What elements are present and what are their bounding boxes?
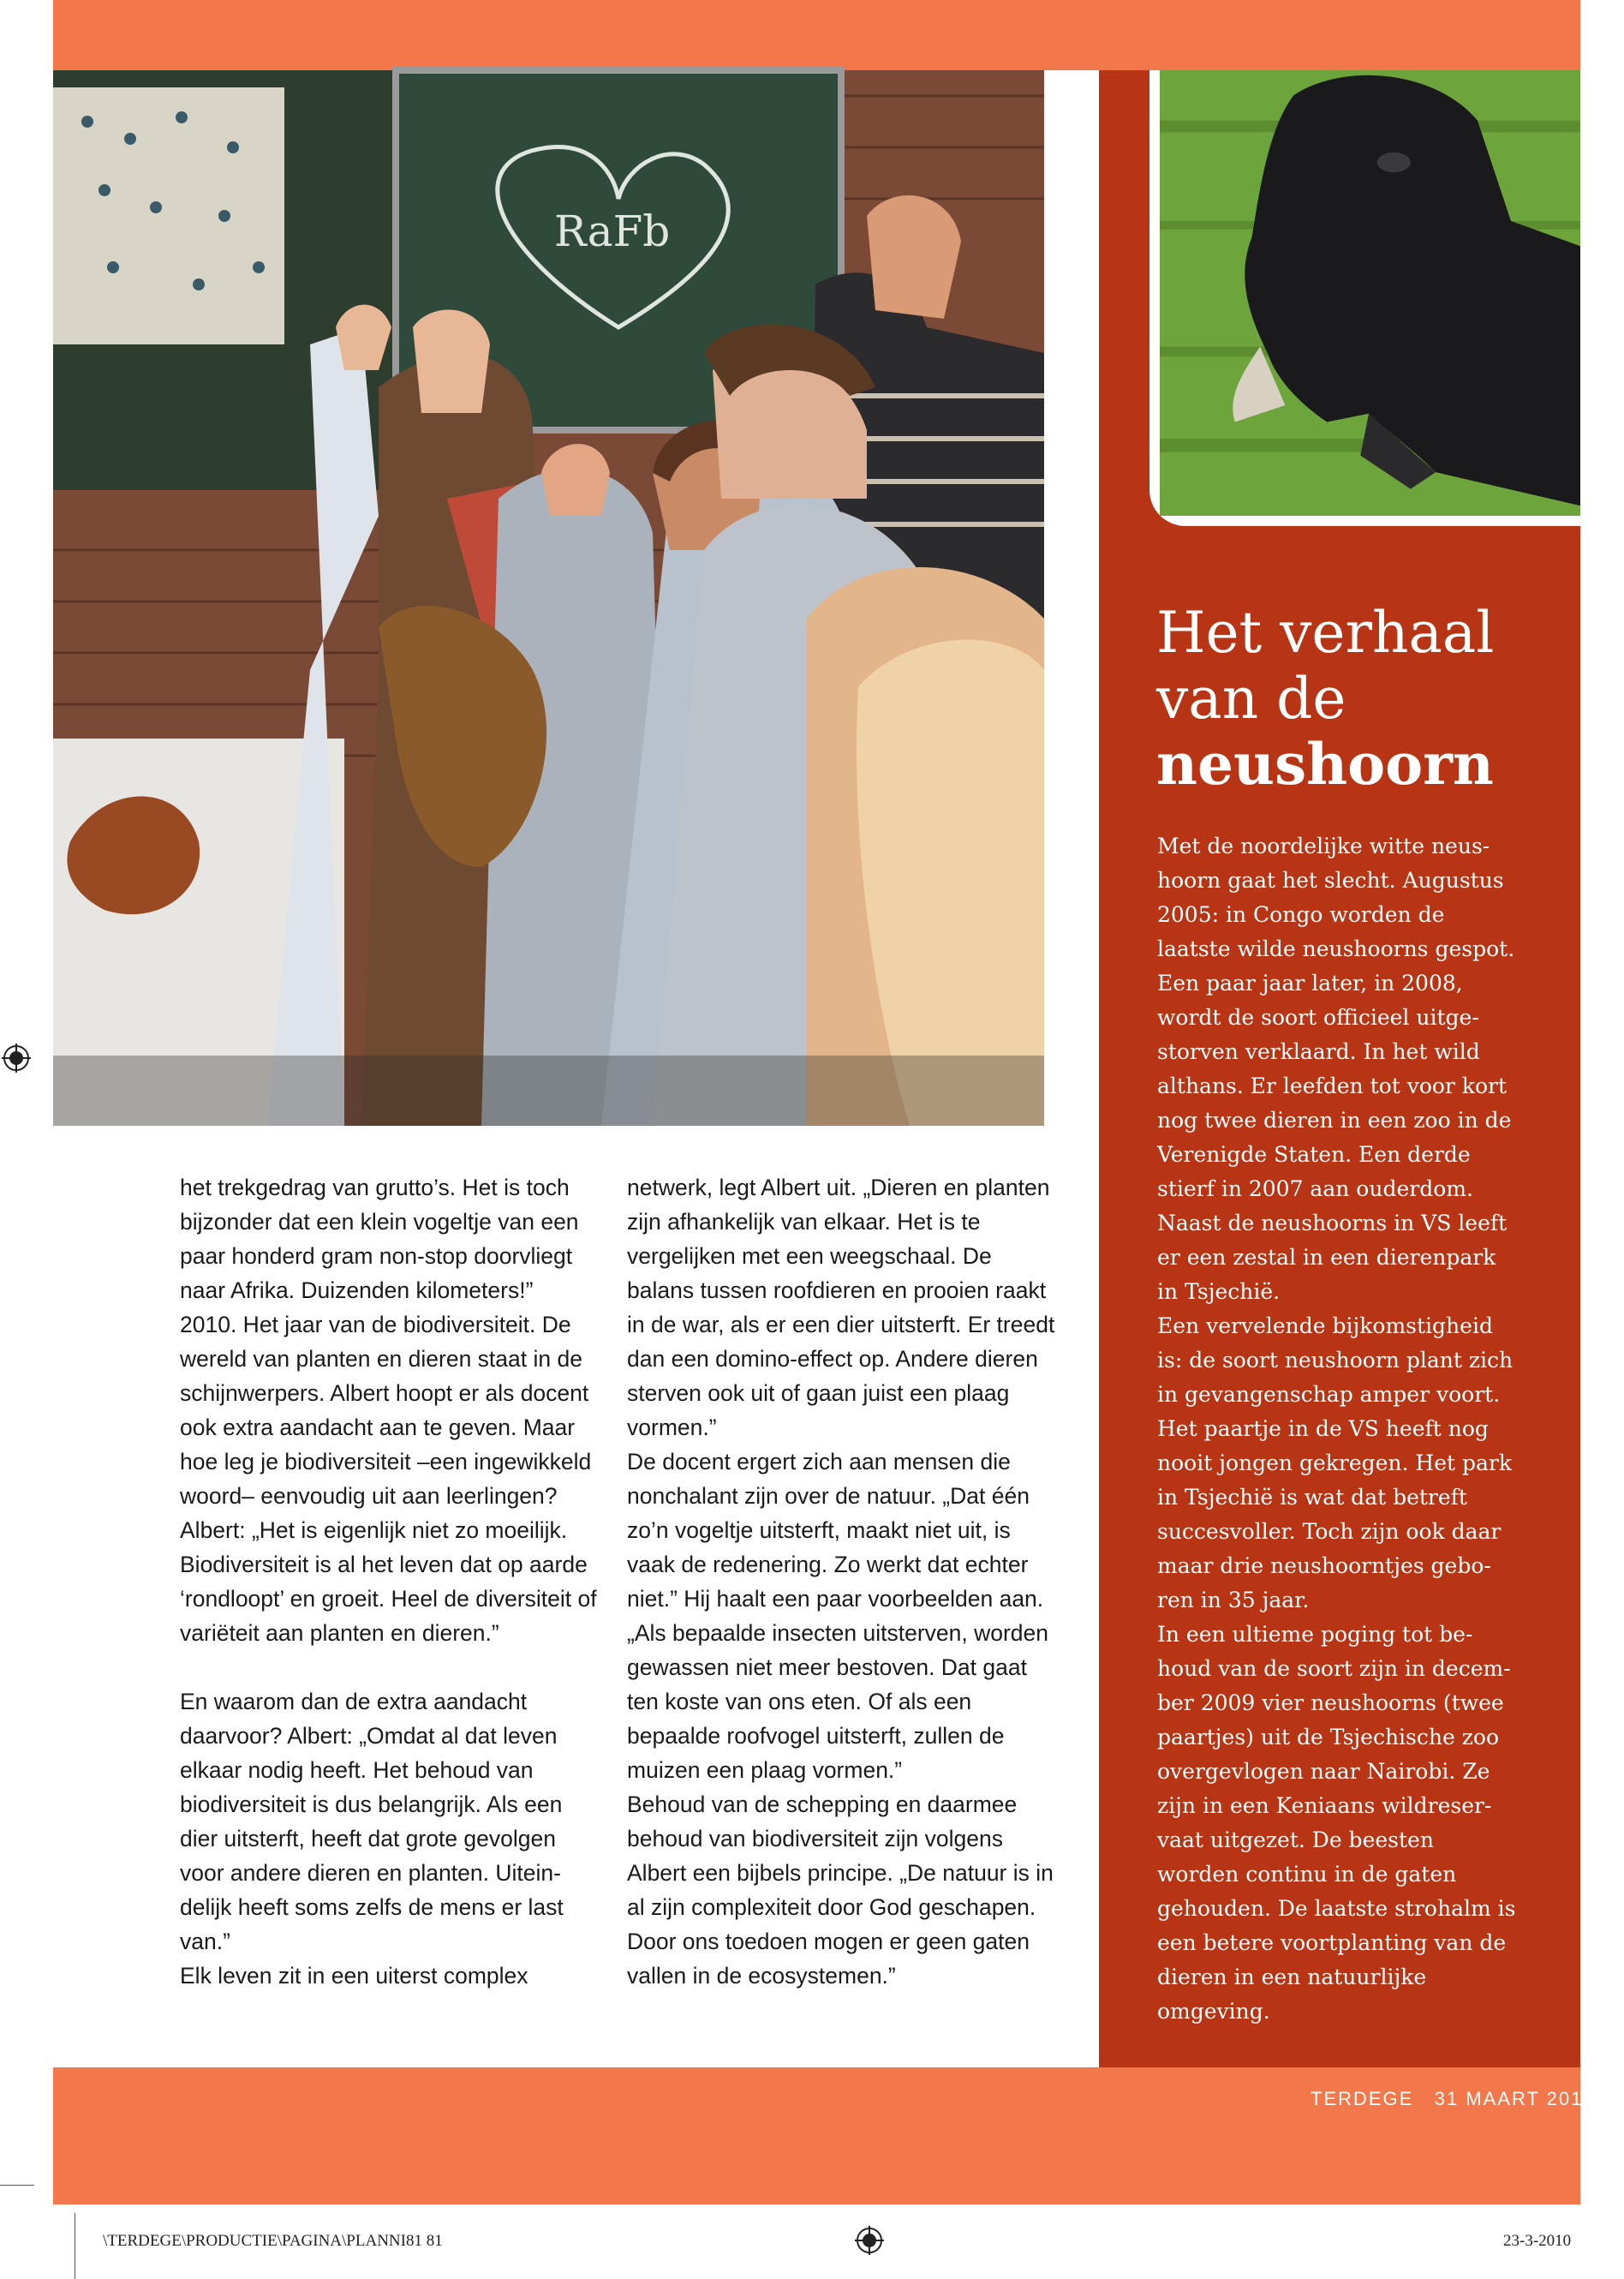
page-footer (1311, 2087, 1624, 2111)
magazine-name: TERDEGE (1311, 2088, 1414, 2109)
article-column-2 (627, 1170, 1055, 1993)
article-paragraph: Elk leven zit in een uiterst complex (180, 1963, 528, 1989)
sidebar-paragraph: Met de noordelijke witte neushoorn gaat het slecht. Augustus 2005: in Congo worden de laatste wilde neushoorns gespot. Een paar jaar later, in 2008, wordt de soort officieel uitgestorven verklaard. In het wild althans. Er leefden tot voor kort nog twee dieren in een zoo in de Verenigde Staten. Een derde stierf in 2007 aan ouderdom. Naast de neushoorns in VS leeft er een zestal in een dierenpark in Tsjechië. (1157, 834, 1515, 1304)
sidebar-paragraph: In een ultieme poging tot behoud van de soort zijn in december 2009 vier neushoorns (twee paartjes) uit de Tsjechische zoo overgevlogen naar Nairobi. Ze zijn in een Keniaans wildreservaat uitgezet. De beesten worden continu in de gaten gehouden. De laatste strohalm is een betere voortplanting van de dieren in een natuurlijke omgeving. (1157, 1622, 1516, 2024)
headline-line-2: van de (1156, 666, 1346, 732)
sidebar-body (1157, 829, 1517, 2029)
article-column-1 (180, 1170, 600, 1993)
rhino-photo (1149, 70, 1580, 526)
crop-mark (0, 2185, 34, 2186)
chalk-writing: RaFb (554, 206, 671, 256)
article-paragraph: 2010. Het jaar van de biodiversiteit. De wereld van planten en dieren staat in de schijnwerpers. Albert hoopt er als docent ook extra aandacht aan te geven. Maar hoe leg je biodiversiteit –een ingewikkeld woord– eenvoudig uit aan leerlingen? Albert: „Het is eigenlijk niet zo moeilijk. Biodiversiteit is al het leven dat op aarde ‘rondloopt’ en groeit. Heel de diversiteit of variëteit aan planten en dieren.” (180, 1312, 597, 1646)
article-paragraph: Behoud van de schepping en daarmee behoud van biodiversiteit zijn volgens Albert een bijbels principe. „De natuur is in al zijn complexiteit door God geschapen. Door ons toedoen mogen er geen gaten vallen in de ecosystemen.” (627, 1791, 1054, 1989)
article-paragraph: het trekgedrag van grutto’s. Het is toch bijzonder dat een klein vogeltje van een paar honderd gram non-stop doorvliegt naar Afrika. Duizenden kilometers!” (180, 1175, 579, 1303)
print-slug-date: 23-3-2010 (1503, 2232, 1572, 2250)
page-number: 8 (1610, 2087, 1624, 2110)
headline-line-3: neushoorn (1156, 731, 1494, 798)
headline-line-1: Het verhaal (1156, 600, 1495, 666)
article-paragraph: netwerk, legt Albert uit. „Dieren en planten zijn afhankelijk van elkaar. Het is te vergelijken met een weegschaal. De balans tussen roofdieren en prooien raakt in de war, als er een dier uitsterft. Er treedt dan een domino-effect op. Andere dieren sterven ook uit of gaan juist een plaag vormen.” (627, 1175, 1055, 1440)
sidebar-paragraph: Een vervelende bijkomstigheid is: de soort neushoorn plant zich in gevangenschap amper voort. Het paartje in de VS heeft nog nooit jongen gekregen. Het park in Tsjechië is wat dat betreft succesvoller. Toch zijn ook daar maar drie neushoorntjes geboren in 35 jaar. (1157, 1313, 1514, 1612)
top-color-band (53, 0, 1580, 70)
print-slug-path: \TERDEGE\PRODUCTIE\PAGINA\PLANNI81 81 (103, 2232, 443, 2250)
classroom-photo (53, 70, 1044, 1126)
registration-mark-icon (855, 2226, 884, 2255)
registration-mark-icon (2, 1044, 31, 1073)
sidebar-headline (1156, 600, 1559, 798)
article-paragraph: De docent ergert zich aan mensen die nonchalant zijn over de natuur. „Dat één zo’n vogeltje uitsterft, maakt niet uit, is vaak de redenering. Zo werkt dat echter niet.” Hij haalt een paar voorbeelden aan. „Als bepaalde insecten uitsterven, worden gewassen niet meer bestoven. Dat gaat ten koste van ons eten. Of als een bepaalde roofvogel uitsterft, zullen de muizen een plaag vormen.” (627, 1449, 1049, 1783)
article-paragraph: En waarom dan de extra aandacht daarvoor? Albert: „Omdat al dat leven elkaar nodig heeft. Het behoud van biodiversiteit is dus belangrijk. Als een dier uitsterft, heeft dat grote gevolgen voor andere dieren en planten. Uiteindelijk heeft soms zelfs de mens er last van.” (180, 1689, 564, 1954)
issue-date: 31 MAART 2010 (1434, 2088, 1596, 2109)
